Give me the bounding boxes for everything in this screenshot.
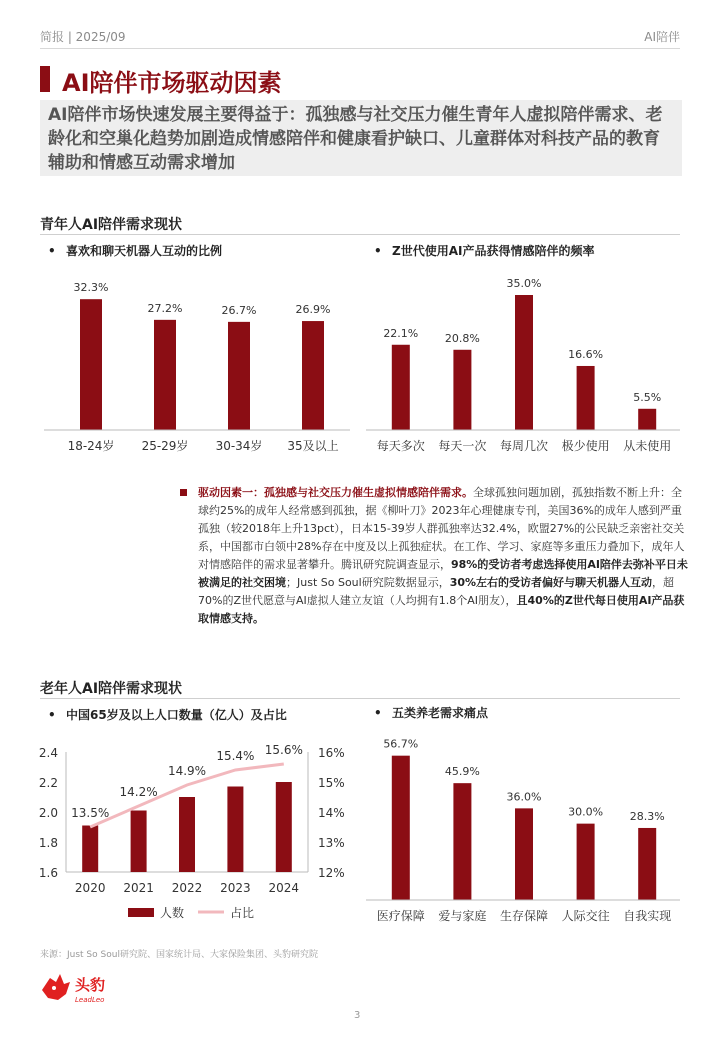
- data-label: 14.2%: [119, 785, 158, 799]
- data-label: 45.9%: [444, 765, 480, 779]
- page-title: AI陪伴市场驱动因素: [62, 69, 282, 97]
- title-accent-bar: [40, 66, 50, 92]
- logo-en: LeadLeo: [75, 996, 105, 1004]
- bar: [577, 824, 595, 900]
- bar: [453, 350, 471, 430]
- driver-text-3: ，超70%的Z世代愿意与AI虚拟人建立友谊（人均拥有1.8个AI朋友），: [198, 576, 675, 607]
- y-left-tick: 2.0: [38, 806, 58, 820]
- legend-bar-swatch: [128, 908, 154, 917]
- report-date: 简报 | 2025/09: [40, 30, 126, 44]
- leadleo-logo: [38, 968, 128, 1008]
- bullet-square: [180, 489, 187, 496]
- chart-title-bullet: •: [374, 706, 382, 720]
- driver-lead: 驱动因素一：孤独感与社交压力催生虚拟情感陪伴需求。: [198, 486, 473, 499]
- summary-box: AI陪伴市场快速发展主要得益于：孤独感与社交压力催生青年人虚拟陪伴需求、老龄化和空巢化趋势加剧造成情感陪伴和健康看护缺口、儿童群体对科技产品的教育辅助和情感互动需求增加: [40, 100, 682, 176]
- header-divider: [40, 48, 680, 49]
- page-number: 3: [354, 1010, 361, 1021]
- category-label: 人际交往: [561, 909, 610, 923]
- legend-bar-label: 人数: [160, 906, 185, 920]
- driver-text-1: 全球孤独问题加剧，孤独指数不断上升：全球约25%的成年人经常感到孤独，据《柳叶刀》2023年心理健康专刊，美国36%的成年人感到严重孤独（较2018年上升13pct），日本15-39岁人群孤独率达32.4%，欧盟27%的公民缺乏亲密社交关系，中国都市白领中28%存在中度及以上孤独症状。在工作、学习、家庭等多重压力叠加下，成年人对情感陪伴的需求显著攀升。腾讯研究院调查显示，: [198, 486, 685, 571]
- category-label: 每周几次: [499, 439, 549, 453]
- bar: [302, 321, 324, 430]
- category-label: 生存保障: [499, 909, 549, 923]
- y-left-tick: 1.6: [38, 866, 58, 880]
- section-divider-youth: [40, 234, 680, 235]
- data-label: 14.9%: [167, 764, 207, 778]
- category-label: 25-29岁: [141, 439, 189, 453]
- category-label: 2020: [74, 881, 106, 895]
- data-label: 15.6%: [264, 743, 303, 757]
- category-label: 2024: [268, 881, 300, 895]
- driver-bold-3: 且40%的Z世代每日使用AI产品获取情感支持。: [198, 594, 685, 625]
- y-right-tick: 14%: [318, 806, 345, 820]
- data-label: 13.5%: [71, 806, 110, 820]
- y-right-tick: 16%: [318, 746, 345, 760]
- driver-text-2: ；Just So Soul研究院数据显示，: [286, 576, 450, 589]
- category-label: 30-34岁: [215, 439, 263, 453]
- category-label: 医疗保障: [376, 909, 425, 923]
- source-note: 来源：Just So Soul研究院、国家统计局、大家保险集团、头豹研究院: [40, 950, 318, 960]
- category-label: 从未使用: [623, 439, 672, 453]
- y-right-tick: 15%: [318, 776, 345, 790]
- bar: [179, 797, 195, 872]
- chart-genz-frequency: [366, 238, 680, 463]
- y-left-tick: 2.2: [38, 776, 58, 790]
- bar: [131, 811, 147, 873]
- bar: [276, 782, 292, 872]
- y-left-tick: 1.8: [38, 836, 58, 850]
- legend-line-label: 占比: [230, 906, 255, 920]
- y-right-tick: 12%: [318, 866, 345, 880]
- category-label: 2023: [220, 881, 251, 895]
- chart-title-bullet: •: [374, 244, 382, 258]
- bar: [577, 366, 595, 430]
- data-label: 56.7%: [383, 737, 419, 751]
- chart-youth-chatbot: [40, 238, 350, 463]
- category-label: 18-24岁: [67, 439, 115, 453]
- category-label: 2022: [171, 881, 203, 895]
- chart-title: 五类养老需求痛点: [392, 706, 489, 720]
- category-label: 35及以上: [287, 439, 339, 453]
- driver-paragraph: [180, 484, 688, 628]
- bar: [82, 826, 98, 873]
- category-label: 爱与家庭: [438, 909, 487, 923]
- chart-title: Z世代使用AI产品获得情感陪伴的频率: [392, 244, 595, 258]
- bar: [638, 828, 656, 900]
- data-label: 32.3%: [73, 281, 109, 295]
- data-label: 20.8%: [444, 331, 480, 345]
- bar: [154, 320, 176, 430]
- section-title-youth: 青年人AI陪伴需求现状: [40, 217, 183, 233]
- data-label: 26.7%: [221, 303, 257, 317]
- logo-cn: 头豹: [75, 976, 106, 994]
- driver-bold-1: 98%的受访者考虑选择使用AI陪伴去弥补平日未被满足的社交困境: [198, 558, 688, 589]
- bar: [453, 783, 471, 900]
- category-label: 2021: [123, 881, 154, 895]
- report-topic: AI陪伴: [644, 30, 680, 44]
- chart-title-bullet: •: [48, 244, 56, 258]
- data-label: 27.2%: [147, 301, 183, 315]
- category-label: 极少使用: [561, 439, 610, 453]
- driver-bold-2: 30%左右的受访者偏好与聊天机器人互动: [449, 576, 653, 589]
- data-label: 30.0%: [568, 805, 604, 819]
- data-label: 36.0%: [506, 790, 542, 804]
- data-label: 5.5%: [633, 390, 662, 404]
- bar: [227, 787, 243, 873]
- bar: [392, 756, 410, 900]
- bar: [80, 299, 102, 430]
- data-label: 15.4%: [216, 749, 255, 763]
- y-right-tick: 13%: [318, 836, 345, 850]
- chart-title: 喜欢和聊天机器人互动的比例: [66, 244, 223, 258]
- section-divider-elderly: [40, 698, 680, 699]
- bar: [515, 295, 533, 430]
- category-label: 自我实现: [623, 909, 672, 923]
- y-left-tick: 2.4: [38, 746, 58, 760]
- section-title-elderly: 老年人AI陪伴需求现状: [40, 681, 183, 697]
- chart-title: 中国65岁及以上人口数量（亿人）及占比: [66, 708, 287, 722]
- chart-title-bullet: •: [48, 708, 56, 722]
- bar: [392, 345, 410, 430]
- bar: [228, 322, 250, 430]
- data-label: 26.9%: [295, 303, 331, 317]
- bar: [638, 409, 656, 430]
- chart-elderly-population: [30, 700, 360, 930]
- data-label: 35.0%: [506, 277, 542, 290]
- data-label: 22.1%: [383, 326, 419, 340]
- data-label: 28.3%: [629, 809, 665, 823]
- category-label: 每天一次: [438, 439, 487, 453]
- data-label: 16.6%: [568, 347, 604, 361]
- category-label: 每天多次: [376, 439, 425, 453]
- bar: [515, 808, 533, 900]
- chart-elderly-pain-points: [366, 700, 680, 930]
